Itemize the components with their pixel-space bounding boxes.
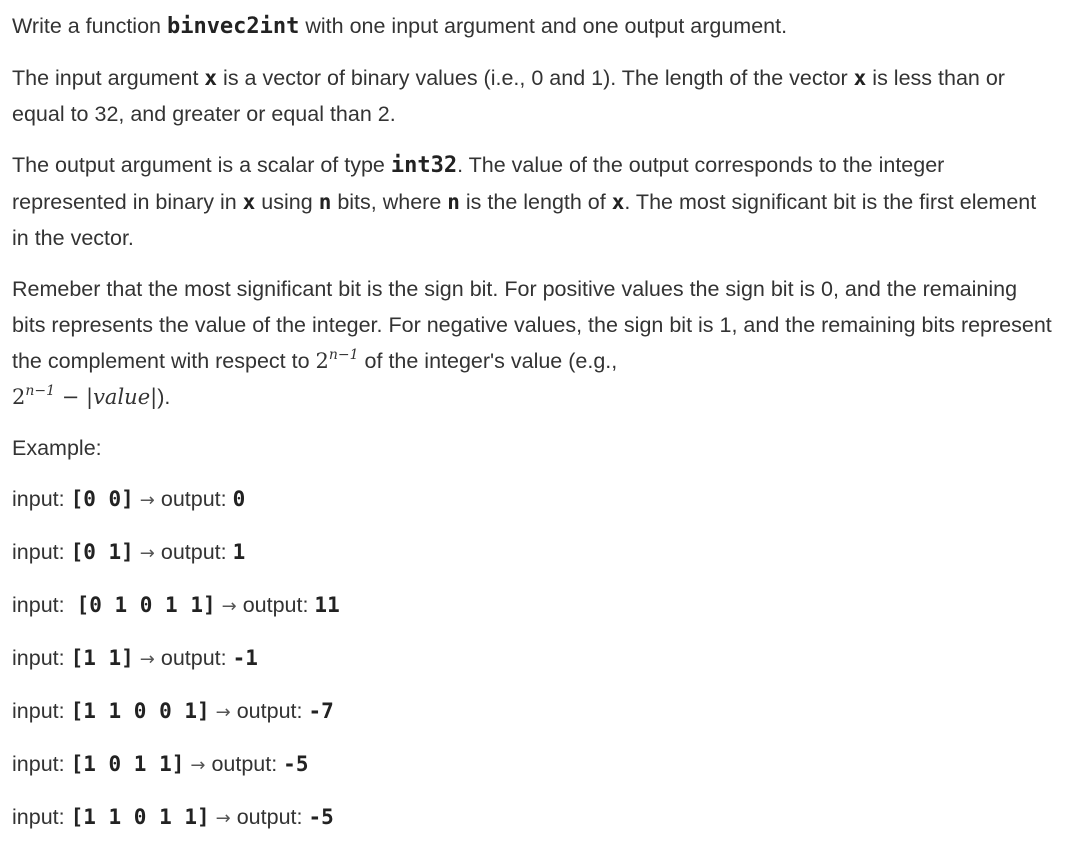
text: of the integer's value (e.g., [358,349,618,373]
text: ). [157,385,171,409]
arrow-icon: → [190,755,206,776]
input-vector: [1 1 0 0 1] [70,699,210,723]
intro-paragraph [12,8,1052,45]
output-label: output: [160,540,233,564]
math-exponent: n−1 [328,347,359,363]
input-vector: [1 1] [70,646,134,670]
input-vector: [1 0 1 1] [70,752,185,776]
text: Remeber that the most significant bit is the sign bit. For positive values the sign bit is 0, and the remaining bits represents the value of the integer. For negative values, the sign bit is 1, and the remaining bits represent the complement with respect to [12,277,1052,373]
input-label: input: [12,752,71,776]
example-label: Example: [12,436,102,460]
output-value: -7 [308,699,334,723]
output-value: 11 [314,593,340,617]
input-vector: [0 0] [70,487,134,511]
math-power [316,349,359,373]
output-value: -1 [232,646,258,670]
var-x: x [611,190,625,214]
arrow-icon: → [215,808,231,829]
var-n: n [318,190,332,214]
sign-bit-paragraph [12,271,1052,415]
arrow-icon: → [139,649,155,670]
output-value: -5 [308,805,334,829]
output-label: output: [236,699,309,723]
text: is a vector of binary values (i.e., 0 and 1). The length of the vector [217,66,854,90]
output-label: output: [160,487,233,511]
math-formula [12,385,157,409]
output-label: output: [236,805,309,829]
math-var: value [93,385,151,409]
math-base: 2 [12,385,26,409]
example-row [12,693,1052,731]
input-paragraph [12,60,1052,132]
example-row [12,534,1052,572]
input-label: input: [12,646,71,670]
text: The output argument is a scalar of type [12,153,391,177]
type-int32: int32 [390,153,458,178]
output-label: output: [160,646,233,670]
output-label: output: [211,752,284,776]
text: . The value of the output corresponds to the integer represented in binary in [12,153,945,214]
var-x: x [242,190,256,214]
math-base: 2 [315,349,329,373]
function-name: binvec2int [166,14,300,39]
intro-text-end: with one input argument and one output argument. [299,14,788,38]
math-exponent: n−1 [25,383,56,399]
math-op: − | [55,385,94,409]
example-row [12,587,1052,625]
text: . The most significant bit is the first element in the vector. [12,190,1037,250]
input-label: input: [12,540,71,564]
input-vector: [0 1 0 1 1] [76,593,216,617]
text: is the length of [459,190,612,214]
output-value: -5 [283,752,309,776]
input-label: input: [12,487,71,511]
var-x: x [853,66,867,90]
example-row [12,481,1052,519]
text: bits, where [331,190,448,214]
arrow-icon: → [221,596,237,617]
arrow-icon: → [139,490,155,511]
input-label: input: [12,699,71,723]
arrow-icon: → [215,702,231,723]
text: is less than or equal to 32, and greater or equal than 2. [12,66,1005,126]
input-label: input: [12,593,77,617]
math-op: | [150,385,158,409]
input-label: input: [12,805,71,829]
var-n: n [447,190,460,214]
input-vector: [0 1] [70,540,134,564]
intro-text: Write a function [12,14,167,38]
var-x: x [204,66,218,90]
example-row [12,640,1052,678]
example-row [12,746,1052,784]
output-value: 1 [232,540,246,564]
text: The input argument [12,66,205,90]
output-paragraph [12,147,1052,256]
examples-list [12,481,1052,837]
arrow-icon: → [139,543,155,564]
output-label: output: [242,593,315,617]
input-vector: [1 1 0 1 1] [70,805,210,829]
output-value: 0 [232,487,246,511]
text: using [255,190,319,214]
example-row [12,799,1052,837]
